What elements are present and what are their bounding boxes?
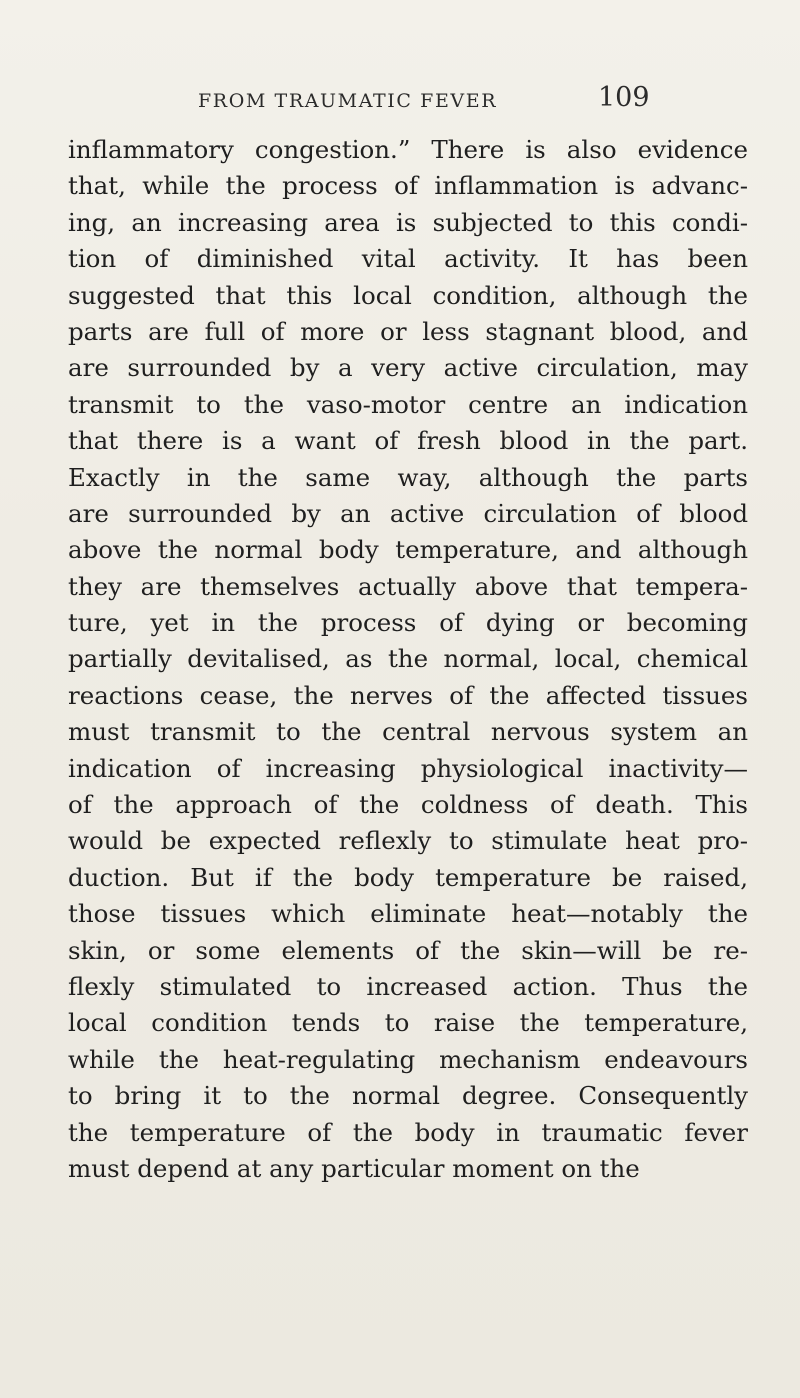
text-line: that there is a want of fresh blood in the part. <box>68 426 748 456</box>
text-line: reactions cease, the nerves of the affected tissues <box>68 680 748 710</box>
text-line: flexly stimulated to increased action. Thus the <box>68 971 748 1001</box>
text-line: that, while the process of inflammation is advanc- <box>68 171 748 201</box>
text-line: partially devitalised, as the normal, local, chemical <box>68 644 748 674</box>
text-line: transmit to the vaso-motor centre an indication <box>68 389 748 419</box>
text-line: they are themselves actually above that tempera- <box>68 571 748 601</box>
text-line: are surrounded by a very active circulation, may <box>68 353 748 383</box>
text-line: suggested that this local condition, although the <box>68 280 748 310</box>
text-line: the temperature of the body in traumatic fever <box>68 1117 748 1147</box>
text-line: ture, yet in the process of dying or becoming <box>68 608 748 638</box>
text-line: those tissues which eliminate heat—notably the <box>68 899 748 929</box>
text-line: while the heat-regulating mechanism endeavours <box>68 1044 748 1074</box>
text-line: are surrounded by an active circulation of blood <box>68 498 748 528</box>
text-line: duction. But if the body temperature be raised, <box>68 862 748 892</box>
text-line: ing, an increasing area is subjected to this condi- <box>68 207 748 237</box>
text-line: inflammatory congestion.” There is also evidence <box>68 135 748 164</box>
text-line: Exactly in the same way, although the parts <box>68 462 748 492</box>
page-number: 109 <box>598 82 650 113</box>
text-line: of the approach of the coldness of death. This <box>68 790 748 820</box>
text-line: must depend at any particular moment on the <box>68 1153 640 1183</box>
running-head: FROM TRAUMATIC FEVER <box>198 90 498 112</box>
text-line: must transmit to the central nervous system an <box>68 717 748 747</box>
text-line: skin, or some elements of the skin—will be re- <box>68 935 748 965</box>
text-line: local condition tends to raise the temperature, <box>68 1008 748 1038</box>
text-line: would be expected reflexly to stimulate heat pro- <box>68 826 748 856</box>
text-line: above the normal body temperature, and although <box>68 535 748 565</box>
text-line: to bring it to the normal degree. Consequently <box>68 1081 748 1111</box>
text-line: indication of increasing physiological inactivity— <box>68 753 748 783</box>
text-line: parts are full of more or less stagnant blood, and <box>68 316 748 346</box>
page-header <box>0 78 800 118</box>
body-text <box>68 132 748 1187</box>
text-line: tion of diminished vital activity. It has been <box>68 244 748 274</box>
